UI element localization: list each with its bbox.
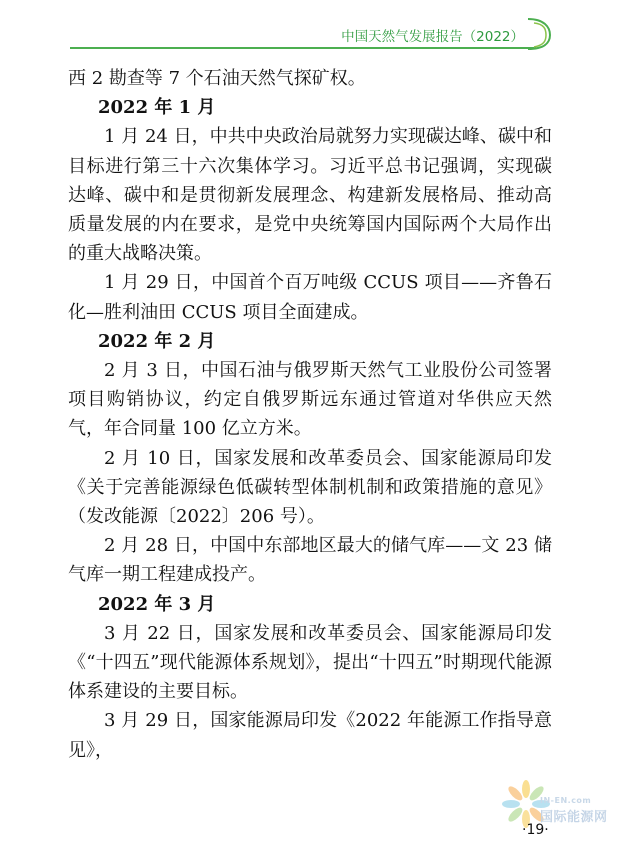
report-body — [68, 64, 552, 765]
body-paragraph: 2 月 28 日，中国中东部地区最大的储气库——文 23 储气库一期工程建成投产。 — [68, 535, 552, 586]
watermark-en: IN-EN.com — [540, 796, 592, 805]
body-paragraph: 1 月 29 日，中国首个百万吨级 CCUS 项目——齐鲁石化—胜利油田 CCUS 项目全面建成。 — [68, 272, 552, 323]
body-paragraph: 2 月 3 日，中国石油与俄罗斯天然气工业股份公司签署项目购销协议，约定自俄罗斯远东通过管道对华供应天然气，年合同量 100 亿立方米。 — [68, 360, 552, 440]
page-header — [70, 14, 554, 48]
watermark-cn: 国际能源网 — [540, 810, 608, 825]
body-paragraph: 3 月 29 日，国家能源局印发《2022 年能源工作指导意见》， — [68, 710, 552, 761]
month-heading: 2022 年 3 月 — [98, 593, 216, 615]
header-bracket-icon — [526, 17, 554, 51]
page-number: ·19· — [522, 822, 549, 838]
body-paragraph: 1 月 24 日，中共中央政治局就努力实现碳达峰、碳中和目标进行第三十六次集体学习。习近平总书记强调，实现碳达峰、碳中和是贯彻新发展理念、构建新发展格局、推动高质量发展的内在要求，是党中央统筹国内国际两个大局作出的重大战略决策。 — [68, 126, 552, 265]
month-heading: 2022 年 2 月 — [98, 330, 216, 352]
body-paragraph: 2 月 10 日，国家发展和改革委员会、国家能源局印发《关于完善能源绿色低碳转型体制机制和政策措施的意见》（发改能源〔2022〕206 号）。 — [68, 447, 552, 528]
header-title: 中国天然气发展报告（2022） — [341, 29, 524, 45]
body-paragraph: 3 月 22 日，国家发展和改革委员会、国家能源局印发《“十四五”现代能源体系规划》，提出“十四五”时期现代能源体系建设的主要目标。 — [68, 622, 552, 703]
body-paragraph: 西 2 勘查等 7 个石油天然气探矿权。 — [68, 68, 366, 89]
header-rule — [70, 47, 536, 49]
month-heading: 2022 年 1 月 — [98, 97, 216, 119]
watermark-logo — [492, 770, 632, 840]
